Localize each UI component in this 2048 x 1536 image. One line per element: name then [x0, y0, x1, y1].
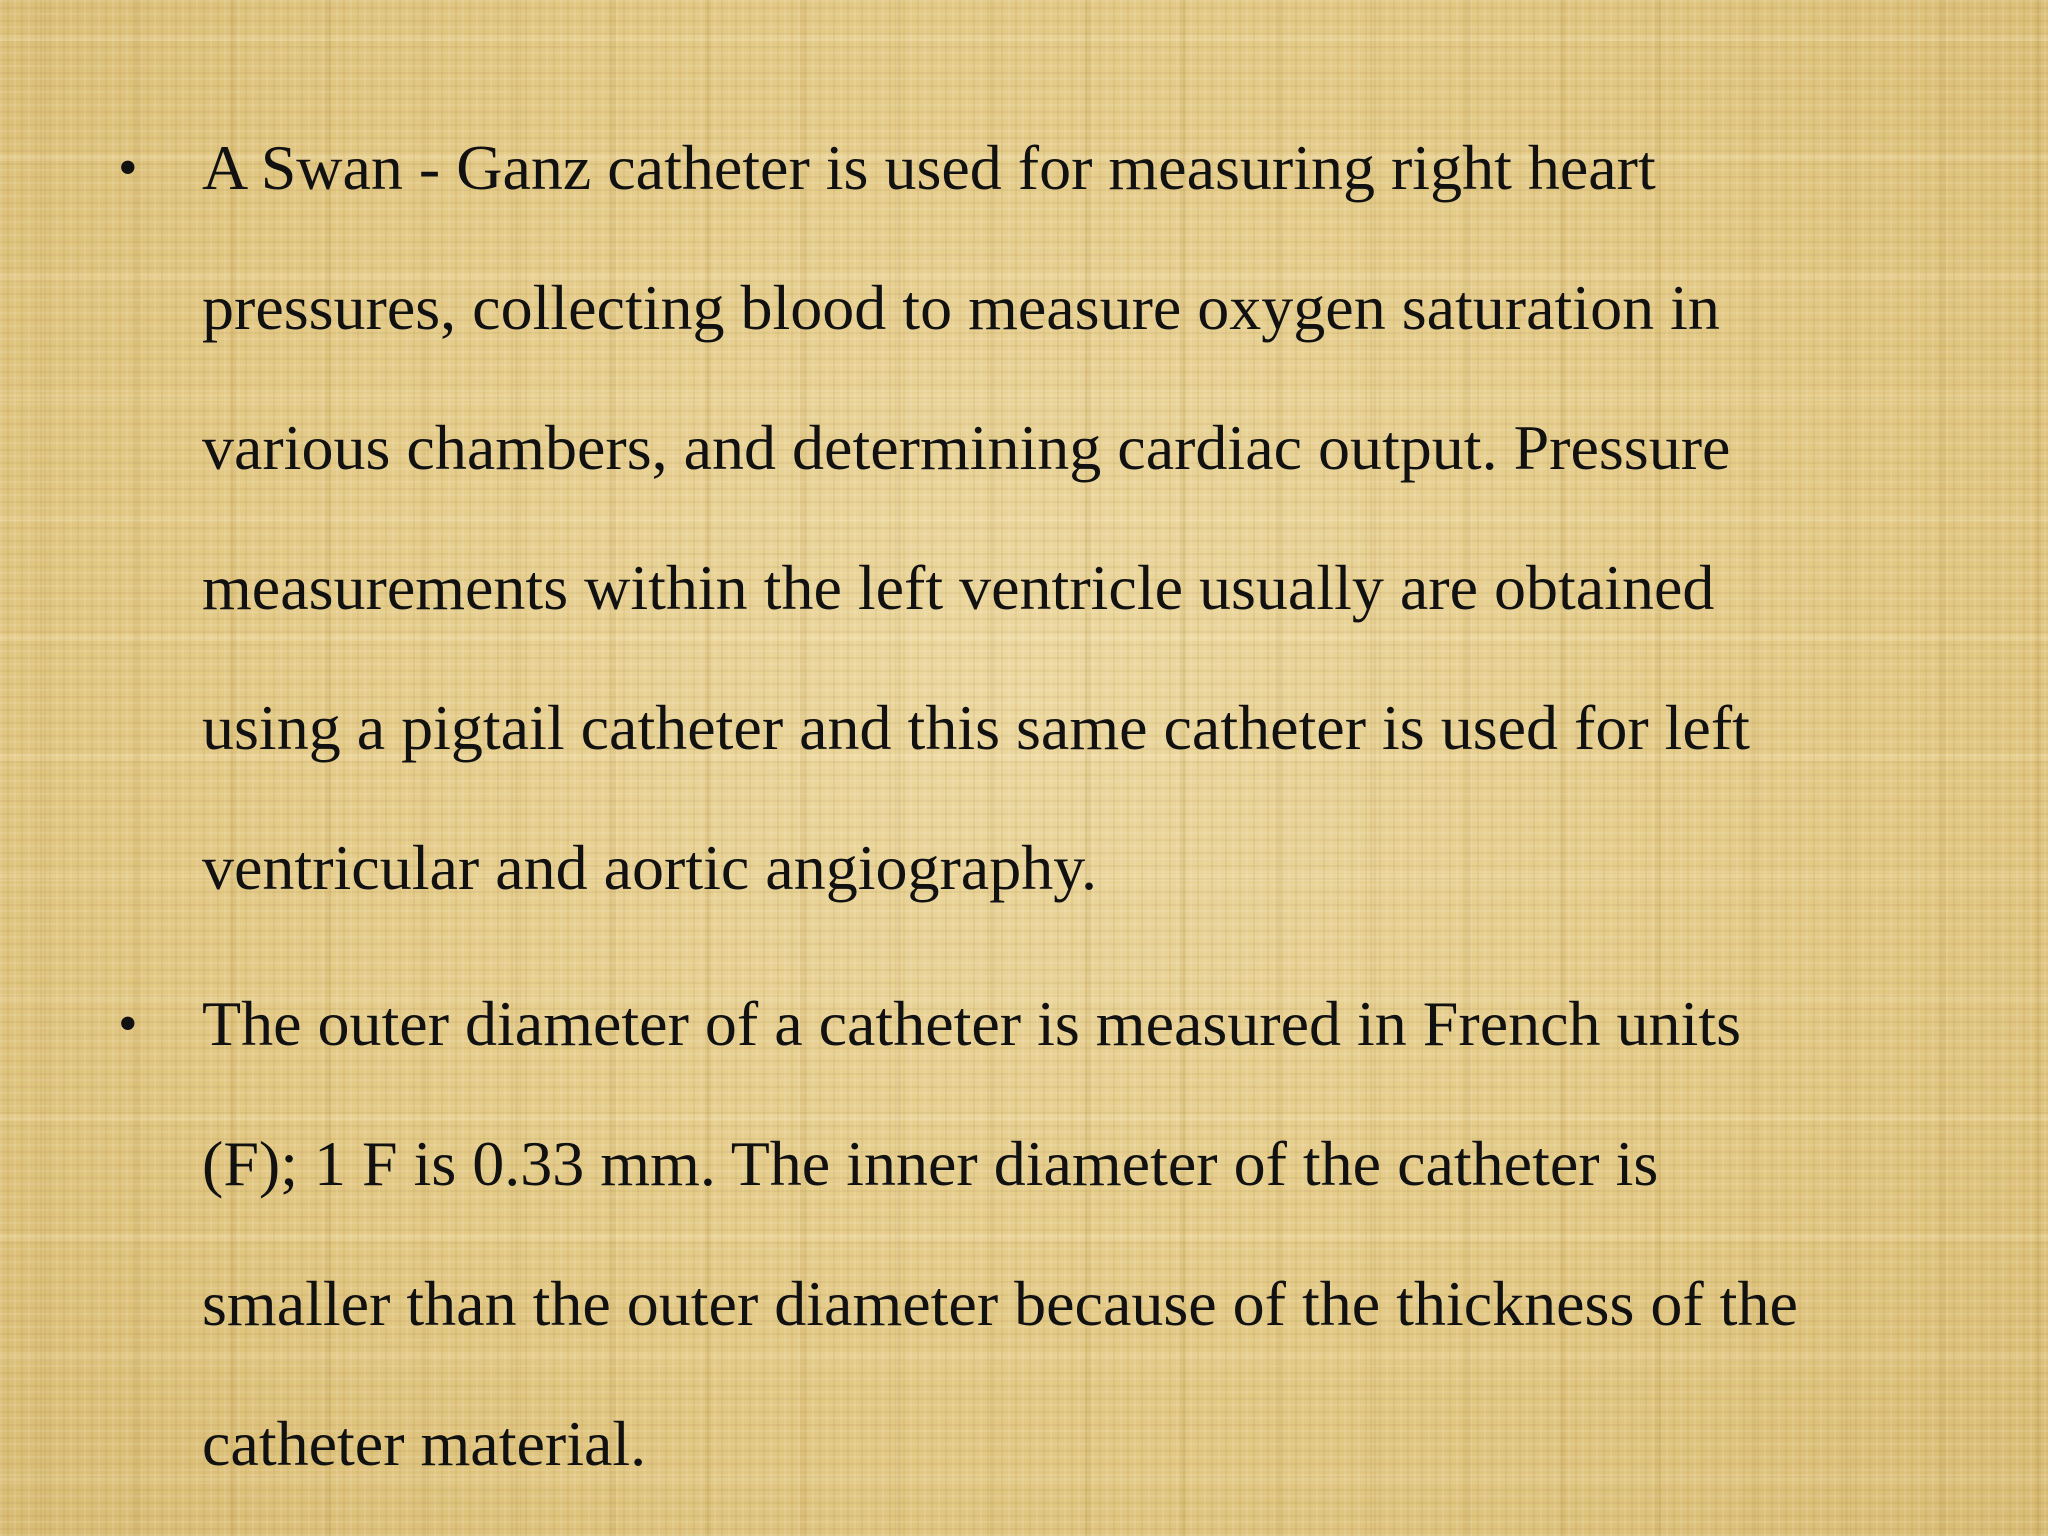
bullet-item-french-units: [118, 954, 1998, 1514]
bullet-text: [202, 954, 1998, 1514]
bullet-text: [202, 98, 1998, 938]
text-line: catheter material.: [202, 1408, 647, 1479]
text-line: pressures, collecting blood to measure oxygen saturation in: [202, 272, 1720, 343]
bullet-list: [118, 98, 1998, 1530]
text-line: (F); 1 F is 0.33 mm. The inner diameter of the catheter is: [202, 1128, 1659, 1199]
bullet-item-swan-ganz: [118, 98, 1998, 938]
bullet-icon: •: [118, 993, 138, 1055]
text-line: measurements within the left ventricle usually are obtained: [202, 552, 1715, 623]
text-line: smaller than the outer diameter because of the thickness of the: [202, 1268, 1798, 1339]
text-line: ventricular and aortic angiography.: [202, 832, 1098, 903]
bullet-icon: •: [118, 137, 138, 199]
text-line: The outer diameter of a catheter is measured in French units: [202, 988, 1741, 1059]
text-line: A Swan - Ganz catheter is used for measuring right heart: [202, 132, 1656, 203]
text-line: using a pigtail catheter and this same catheter is used for left: [202, 692, 1750, 763]
text-line: various chambers, and determining cardiac output. Pressure: [202, 412, 1731, 483]
